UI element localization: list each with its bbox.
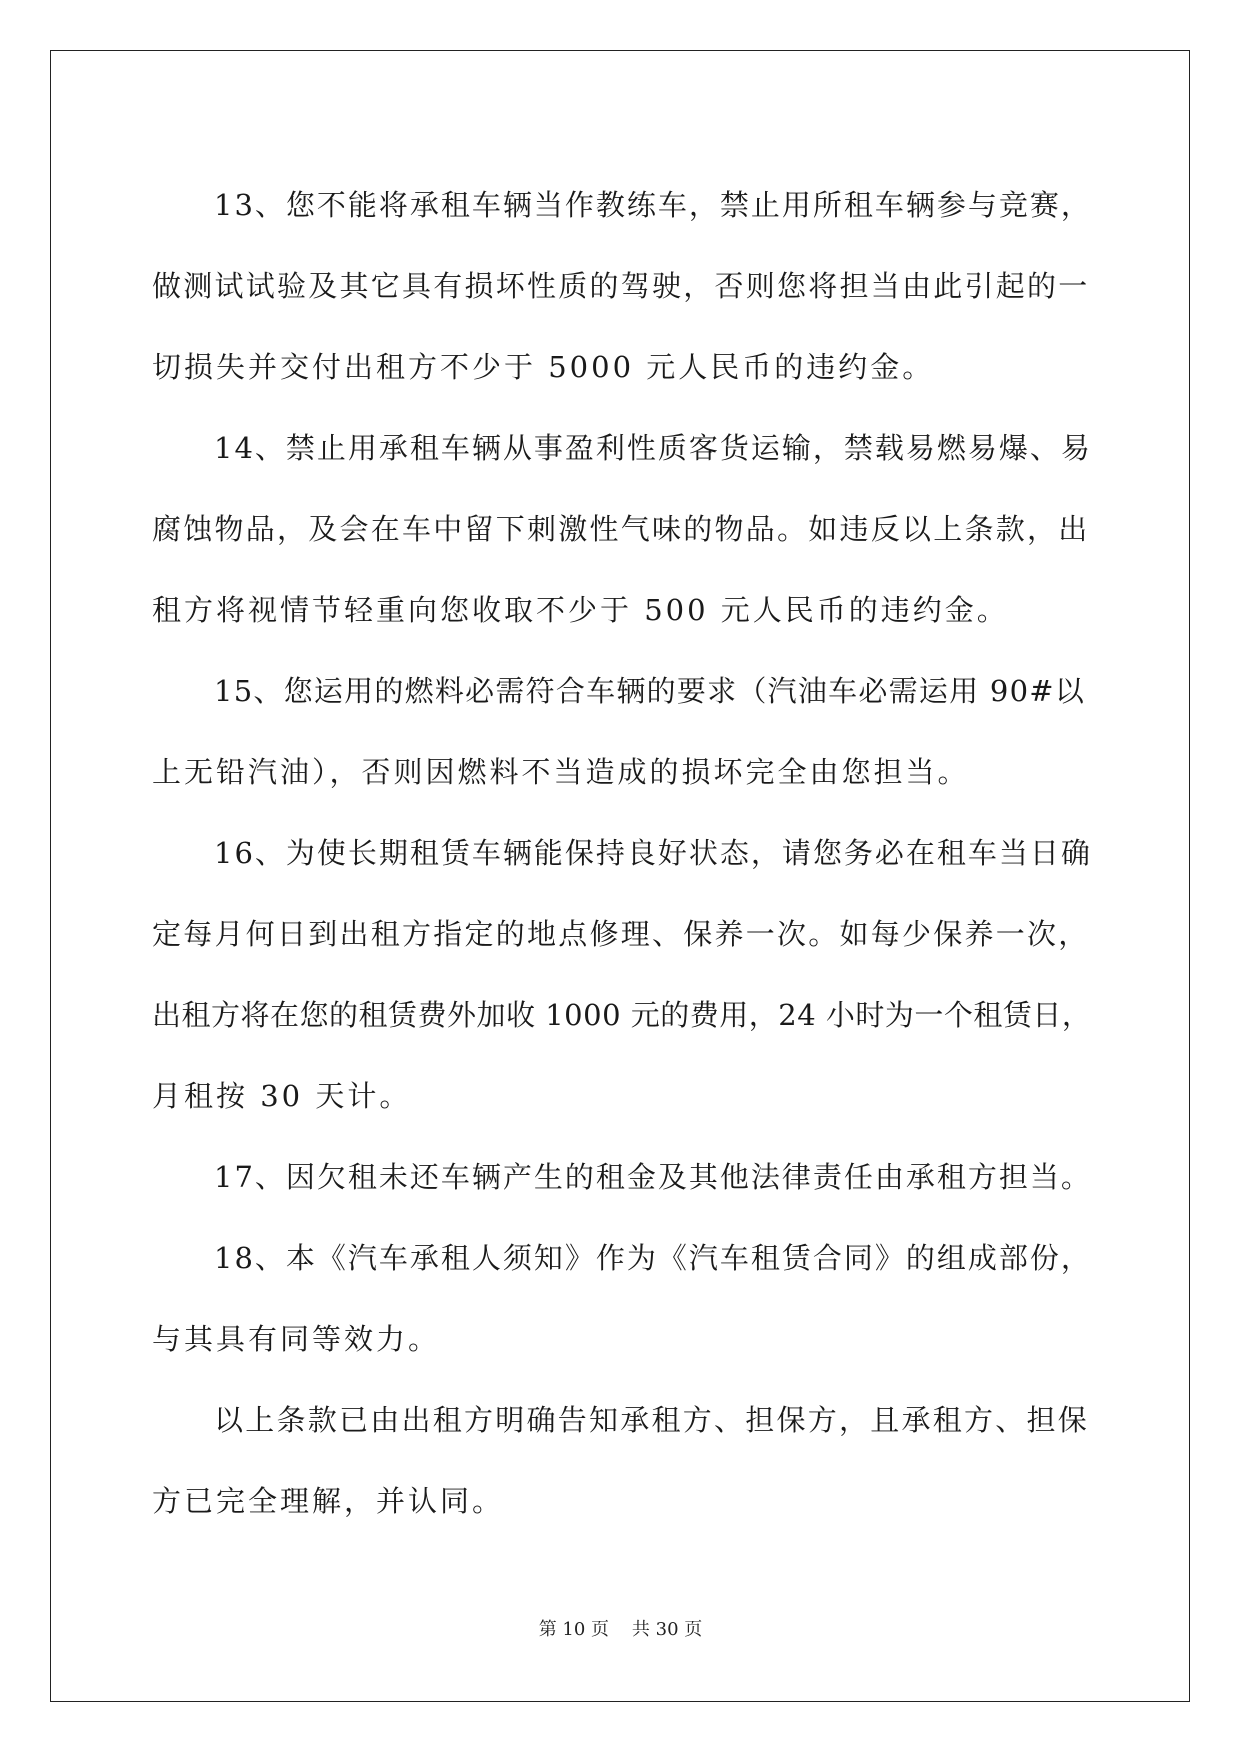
text-line: 腐蚀物品，及会在车中留下刺激性气味的物品。如违反以上条款，出	[152, 512, 1090, 546]
text-line: 租方将视情节轻重向您收取不少于 500 元人民币的违约金。	[152, 593, 1009, 627]
text-line: 上无铅汽油），否则因燃料不当造成的损坏完全由您担当。	[152, 755, 970, 789]
text-line: 切损失并交付出租方不少于 5000 元人民币的违约金。	[152, 350, 935, 384]
text-line: 以上条款已由出租方明确告知承租方、担保方，且承租方、担保	[214, 1403, 1090, 1437]
text-line: 14、禁止用承租车辆从事盈利性质客货运输，禁载易燃易爆、易	[214, 431, 1092, 465]
text-line: 出租方将在您的租赁费外加收 1000 元的费用，24 小时为一个租赁日，	[152, 998, 1092, 1032]
text-line: 13、您不能将承租车辆当作教练车，禁止用所租车辆参与竞赛，	[214, 188, 1092, 222]
document-body	[152, 165, 1092, 1542]
text-line: 做测试试验及其它具有损坏性质的驾驶，否则您将担当由此引起的一	[152, 269, 1090, 303]
text-line: 15、您运用的燃料必需符合车辆的要求（汽油车必需运用 90#以	[214, 674, 1086, 708]
text-line: 17、因欠租未还车辆产生的租金及其他法律责任由承租方担当。	[214, 1160, 1092, 1194]
text-line: 方已完全理解，并认同。	[152, 1484, 505, 1518]
page-number-label: 第 10 页 共 30 页	[538, 1619, 703, 1640]
page-footer	[0, 1615, 1241, 1641]
text-line: 18、本《汽车承租人须知》作为《汽车租赁合同》的组成部份，	[214, 1241, 1092, 1275]
text-line: 与其具有同等效力。	[152, 1322, 441, 1356]
text-line: 月租按 30 天计。	[152, 1079, 412, 1113]
text-line: 定每月何日到出租方指定的地点修理、保养一次。如每少保养一次，	[152, 917, 1090, 951]
text-line: 16、为使长期租赁车辆能保持良好状态，请您务必在租车当日确	[214, 836, 1092, 870]
